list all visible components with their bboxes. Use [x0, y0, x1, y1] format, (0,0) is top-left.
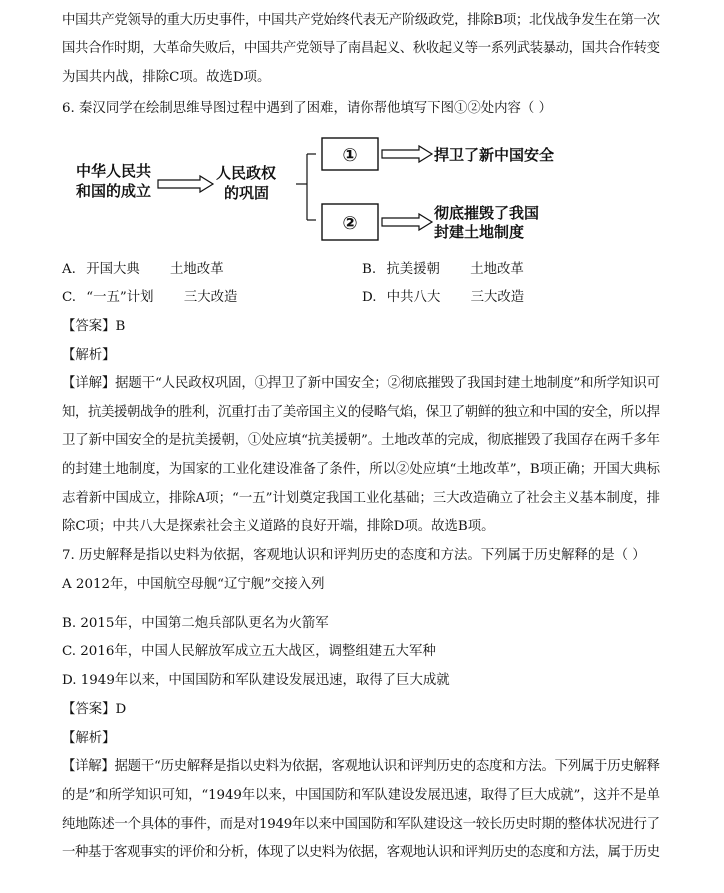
option-d: D. 1949年以来，中国国防和军队建设发展迅速，取得了巨大成就	[62, 673, 450, 688]
paragraph-line: 国共合作时期，大革命失败后，中国共产党领导了南昌起义、秋收起义等一系列武装暴动，国共合作转变	[62, 41, 660, 56]
bracket-connector	[296, 154, 316, 220]
node-regime-consolidation-line2: 的巩固	[224, 184, 270, 202]
node-prc-founding-line1: 中华人民共	[76, 162, 152, 180]
answer-slot-2: ②	[342, 213, 358, 234]
option-a-label: A.	[62, 262, 76, 277]
result-1-text: 捍卫了新中国安全	[434, 146, 555, 164]
option-c-item2: 三大改造	[183, 290, 238, 305]
option-b	[362, 260, 524, 280]
option-c-label: C.	[62, 290, 77, 305]
option-d-item2: 三大改造	[470, 290, 525, 305]
analysis-label: 【解析】	[62, 731, 116, 746]
option-a-item2: 土地改革	[170, 262, 224, 277]
option-b-item1: 抗美援朝	[386, 262, 440, 277]
question-6-stem: 6. 秦汉同学在绘制思维导图过程中遇到了困难，请你帮他填写下图①②处内容（ ）	[62, 101, 552, 116]
option-b-item2: 土地改革	[470, 262, 524, 277]
paragraph-line: 中国共产党领导的重大历史事件，中国共产党始终代表无产阶级政党，排除B项；北伐战争发生在第一次	[62, 13, 660, 28]
hollow-arrow-2	[382, 146, 432, 162]
detail-line: 【详解】据题干“人民政权巩固，①捍卫了新中国安全；②彻底摧毁了我国封建土地制度”和所学知识可	[62, 376, 660, 391]
paragraph-line: 为国共内战，排除C项。故选D项。	[62, 70, 271, 85]
option-c	[62, 288, 237, 308]
node-regime-consolidation-line1: 人民政权	[216, 164, 277, 182]
option-a: A 2012年，中国航空母舰“辽宁舰”交接入列	[62, 577, 325, 592]
option-c-item1: “一五”计划	[86, 290, 154, 305]
analysis-label: 【解析】	[62, 348, 116, 363]
detail-line: 一种基于客观事实的评价和分析，体现了以史料为依据，客观地认识和评判历史的态度和方法，属于历史	[62, 845, 660, 860]
detail-line: 知，抗美援朝战争的胜利，沉重打击了美帝国主义的侵略气焰，保卫了朝鲜的独立和中国的安全，所以捍	[62, 405, 660, 420]
option-d	[362, 288, 524, 308]
detail-line: 的封建土地制度，为国家的工业化建设准备了条件，所以②处应填“土地改革”，B项正确；开国大典标	[62, 462, 660, 477]
detail-line: 除C项；中共八大是探索社会主义道路的良好开端，排除D项。故选B项。	[62, 519, 495, 534]
answer-slot-1: ①	[342, 145, 358, 166]
question-7-stem: 7. 历史解释是指以史料为依据，客观地认识和评判历史的态度和方法。下列属于历史解释的是（ ）	[62, 548, 646, 563]
detail-line: 志着新中国成立，排除A项；“一五”计划奠定我国工业化基础；三大改造确立了社会主义基本制度，排	[62, 491, 660, 506]
hollow-arrow-1	[158, 176, 213, 192]
answer-label: 【答案】D	[62, 702, 127, 717]
option-a	[62, 260, 224, 280]
option-d-label: D.	[362, 290, 377, 305]
detail-line: 卫了新中国安全的是抗美援朝，①处应填“抗美援朝”。土地改革的完成，彻底摧毁了我国存在两千多年	[62, 433, 660, 448]
hollow-arrow-3	[382, 214, 432, 230]
option-d-item1: 中共八大	[386, 290, 441, 305]
result-2-text-line2: 封建土地制度	[434, 223, 525, 241]
detail-line: 【详解】据题干“历史解释是指以史料为依据，客观地认识和评判历史的态度和方法。下列属于历史解释	[62, 759, 660, 774]
detail-line: 的是”和所学知识可知，“1949年以来，中国国防和军队建设发展迅速，取得了巨大成就”，这并不是单	[62, 788, 660, 803]
option-b: B. 2015年，中国第二炮兵部队更名为火箭军	[62, 616, 329, 631]
result-2-text-line1: 彻底摧毁了我国	[434, 204, 540, 222]
detail-line: 纯地陈述一个具体的事件，而是对1949年以来中国国防和军队建设这一较长历史时期的整体状况进行了	[62, 817, 660, 832]
option-b-label: B.	[362, 262, 377, 277]
node-prc-founding-line2: 和国的成立	[76, 182, 152, 200]
option-a-item1: 开国大典	[86, 262, 140, 277]
mind-map-diagram	[74, 136, 574, 248]
answer-label: 【答案】B	[62, 319, 126, 334]
option-c: C. 2016年，中国人民解放军成立五大战区，调整组建五大军种	[62, 644, 436, 659]
